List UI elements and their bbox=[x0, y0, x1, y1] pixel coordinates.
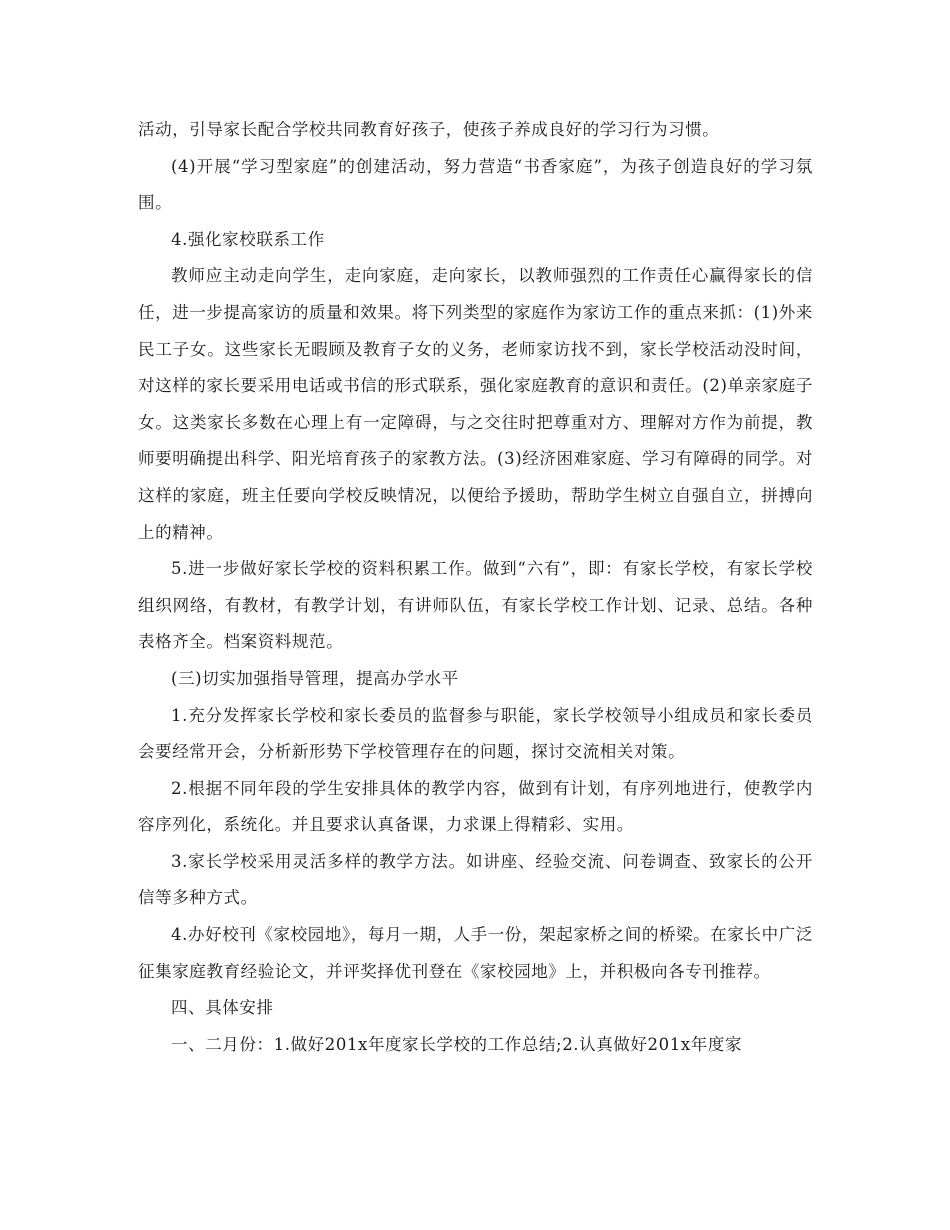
section-heading-3: (三)切实加强指导管理，提高办学水平 bbox=[171, 668, 459, 688]
paragraph-item-1-supervision: 1.充分发挥家长学校和家长委员的监督参与职能，家长学校领导小组成员和家长委员会要经常开会，分析新形势下学校管理存在的问题，探讨交流相关对策。 bbox=[138, 705, 813, 762]
paragraph-item-5-records: 5.进一步做好家长学校的资料积累工作。做到“六有”，即：有家长学校，有家长学校组织网络，有教材，有教学计划，有讲师队伍，有家长学校工作计划、记录、总结。各种表格齐全。档案资料规范。 bbox=[138, 559, 813, 652]
paragraph-schedule-jan-feb: 一、二月份：1.做好201x年度家长学校的工作总结;2.认真做好201x年度家 bbox=[171, 1034, 743, 1054]
paragraph-item-2-content: 2.根据不同年段的学生安排具体的教学内容，做到有计划，有序列地进行，使教学内容序列化，系统化。并且要求认真备课，力求课上得精彩、实用。 bbox=[138, 778, 813, 835]
section-heading-arrangement: 四、具体安排 bbox=[171, 998, 274, 1018]
paragraph-continuation: 活动，引导家长配合学校共同教育好孩子，使孩子养成良好的学习行为习惯。 bbox=[138, 120, 720, 139]
paragraph-item-4-journal: 4.办好校刊《家校园地》，每月一期，人手一份，架起家桥之间的桥梁。在家长中广泛征集家庭教育经验论文，并评奖择优刊登在《家校园地》上，并积极向各专刊推荐。 bbox=[138, 925, 813, 981]
document-body bbox=[138, 112, 813, 1063]
paragraph-item-3-methods: 3.家长学校采用灵活多样的教学方法。如讲座、经验交流、问卷调查、致家长的公开信等多种方式。 bbox=[138, 851, 813, 908]
paragraph-item-4-study-family: (4)开展“学习型家庭”的创建活动，努力营造“书香家庭”，为孩子创造良好的学习氛围。 bbox=[138, 156, 813, 213]
section-heading-4: 4.强化家校联系工作 bbox=[171, 229, 325, 249]
paragraph-home-visit: 教师应主动走向学生，走向家庭，走向家长，以教师强烈的工作责任心赢得家长的信任，进一步提高家访的质量和效果。将下列类型的家庭作为家访工作的重点来抓：(1)外来民工子女。这些家长无暇顾及教育子女的义务，老师家访找不到，家长学校活动没时间，对这样的家长要采用电话或书信的形式联系，强化家庭教育的意识和责任。(2)单亲家庭子女。这类家长多数在心理上有一定障碍，与之交往时把尊重对方、理解对方作为前提，教师要明确提出科学、阳光培育孩子的家教方法。(3)经济困难家庭、学习有障碍的同学。对这样的家庭，班主任要向学校反映情况，以便给予援助，帮助学生树立自强自立，拼搏向上的精神。 bbox=[138, 266, 813, 542]
